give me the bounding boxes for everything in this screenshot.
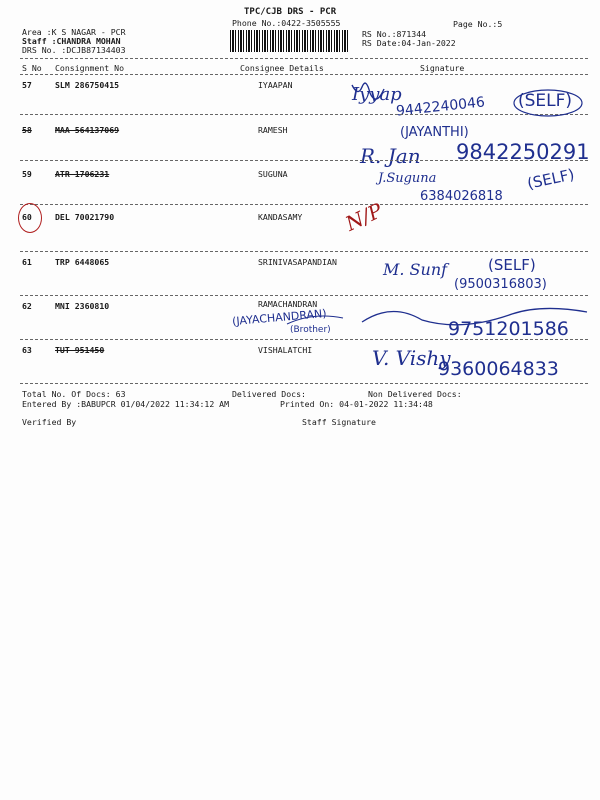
not-present-mark: N/P	[341, 198, 387, 236]
staff-label: Staff :CHANDRA MOHAN	[22, 36, 121, 46]
handwritten-signature: R. Jan	[360, 144, 421, 168]
delivered-docs: Delivered Docs:	[232, 389, 306, 399]
row-consignee: VISHALATCHI	[258, 345, 313, 355]
rs-date: RS Date:04-Jan-2022	[362, 38, 456, 48]
row-sno: 60	[22, 212, 32, 222]
row-sno: 62	[22, 301, 32, 311]
handwritten-note: (SELF)	[525, 165, 576, 193]
row-consignment: SLM 286750415	[55, 80, 120, 90]
handwritten-note: (SELF)	[488, 256, 536, 274]
staff-signature: Staff Signature	[302, 417, 376, 427]
handwritten-phone: 9842250291	[456, 140, 590, 164]
column-header-consignee: Consignee Details	[240, 63, 324, 73]
row-consignment: MAA 564137069	[55, 125, 120, 135]
handwritten-note: (SELF)	[518, 91, 573, 111]
verified-by: Verified By	[22, 417, 77, 427]
page-number: Page No.:5	[453, 19, 503, 29]
row-consignee: SUGUNA	[258, 169, 288, 179]
scribble-stroke	[287, 316, 343, 324]
row-sno: 58	[22, 125, 32, 135]
column-header-sno: S No	[22, 63, 42, 73]
total-docs: Total No. Of Docs: 63	[22, 389, 126, 399]
handwritten-note: (Brother)	[290, 325, 331, 335]
column-header-consignment: Consignment No	[55, 63, 125, 73]
area-label: Area :K S NAGAR - PCR	[22, 27, 126, 37]
row-consignment: ATR 1706231	[55, 169, 110, 179]
handwritten-phone: 9751201586	[448, 318, 569, 340]
column-header-signature: Signature	[420, 63, 465, 73]
row-consignment: TUT 951450	[55, 345, 105, 355]
document-title: TPC/CJB DRS - PCR	[244, 7, 337, 17]
row-consignee: SRINIVASAPANDIAN	[258, 257, 337, 267]
row-sno: 61	[22, 257, 32, 267]
drs-number: DRS No. :DCJB87134403	[22, 45, 126, 55]
scribble-stroke	[514, 90, 582, 116]
handwritten-phone: (9500316803)	[454, 277, 547, 292]
rs-number: RS No.:871344	[362, 29, 427, 39]
handwritten-signature: M. Sunf	[383, 260, 448, 279]
row-consignee: RAMESH	[258, 125, 288, 135]
handwritten-signature: Iyyap	[352, 84, 402, 105]
row-consignment: MNI 2360810	[55, 301, 110, 311]
row-consignment: DEL 70021790	[55, 212, 115, 222]
handwritten-phone: 6384026818	[420, 189, 503, 204]
handwritten-signature: V. Vishy	[372, 346, 451, 370]
printed-on: Printed On: 04-01-2022 11:34:48	[280, 399, 433, 409]
handwritten-signature: (JAYACHANDRAN)	[231, 306, 328, 329]
phone-number: Phone No.:0422-3505555	[232, 18, 341, 28]
row-consignee: KANDASAMY	[258, 212, 303, 222]
row-sno: 57	[22, 80, 32, 90]
row-consignee: IYAAPAN	[258, 80, 293, 90]
row-consignee: RAMACHANDRAN	[258, 299, 318, 309]
handwritten-phone: 9360064833	[438, 358, 559, 380]
scribble-stroke	[352, 83, 384, 99]
non-delivered-docs: Non Delivered Docs:	[368, 389, 462, 399]
row-sno: 59	[22, 169, 32, 179]
scribble-stroke	[362, 308, 587, 324]
handwritten-phone: 9442240046	[395, 94, 486, 120]
handwritten-note: (JAYANTHI)	[400, 125, 469, 140]
row-sno: 63	[22, 345, 32, 355]
handwritten-signature: J.Suguna	[378, 171, 437, 186]
row-consignment: TRP 6448065	[55, 257, 110, 267]
entered-by: Entered By :BABUPCR 01/04/2022 11:34:12 AM	[22, 399, 230, 409]
